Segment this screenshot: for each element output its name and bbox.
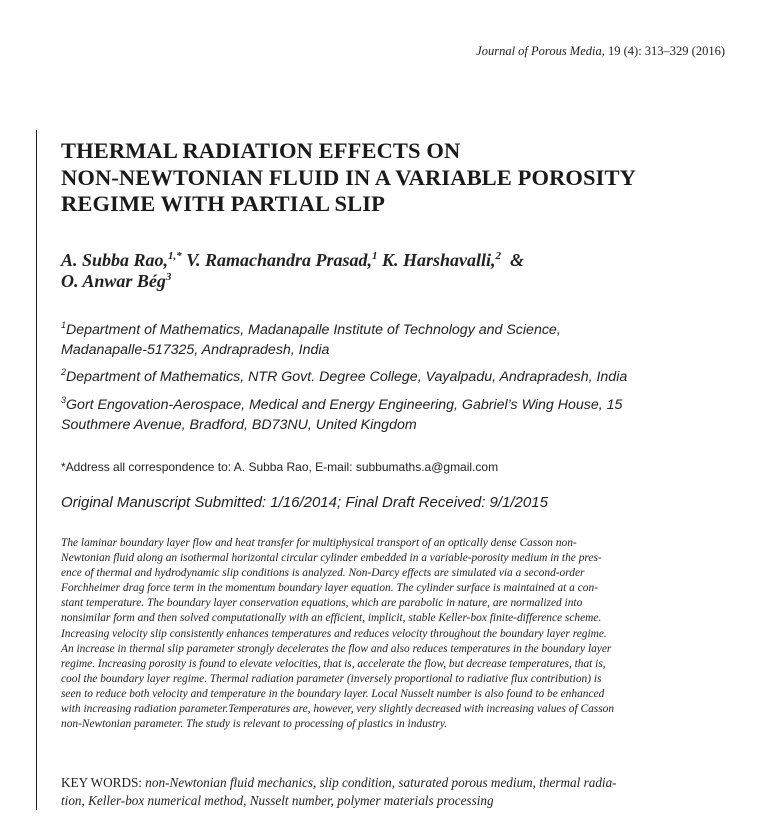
- author-name: O. Anwar Bég: [61, 271, 166, 291]
- affiliation-text: Madanapalle-517325, Andrapradesh, India: [61, 342, 330, 358]
- author-name: A. Subba Rao,: [61, 250, 169, 270]
- manuscript-dates: Original Manuscript Submitted: 1/16/2014; Final Draft Received: 9/1/2015: [61, 494, 548, 511]
- keywords-label: KEY WORDS:: [61, 775, 146, 790]
- abstract-line: Forchheimer drag force term in the momentum boundary layer equation. The cylinder surface is maintained at a con-: [61, 582, 598, 595]
- abstract-line: regime. Increasing porosity is found to elevate velocities, that is, accelerate the flow, but decrease temperatures, that is,: [61, 657, 606, 670]
- abstract-line: Increasing velocity slip consistently enhances temperatures and reduces velocity throughout the boundary layer regime.: [61, 627, 607, 640]
- abstract-line: nonsimilar form and then solved computationally with an efficient, implicit, stable Keller-box finite-difference scheme.: [61, 612, 602, 625]
- paper-title: [61, 138, 751, 218]
- journal-name: Journal of Porous Media: [476, 44, 602, 58]
- title-line: NON-NEWTONIAN FLUID IN A VARIABLE POROSITY: [61, 164, 636, 190]
- affiliation-2: [61, 367, 751, 387]
- affiliation-marker: 3: [61, 395, 67, 405]
- abstract-line: stant temperature. The boundary layer conservation equations, which are parabolic in nature, are normalized into: [61, 597, 583, 610]
- abstract-line: Newtonian fluid along an isothermal horizontal circular cylinder embedded in a variable-porosity medium in the pres-: [61, 552, 602, 565]
- abstract-line: cool the boundary layer regime. Thermal radiation parameter (inversely proportional to radiative flux contribution) is: [61, 672, 602, 685]
- abstract-line: An increase in thermal slip parameter strongly decelerates the flow and also reduces temperatures in the boundary layer: [61, 642, 612, 655]
- author-conjunction: &: [501, 250, 525, 270]
- journal-citation-header: [476, 44, 725, 59]
- author-list: [61, 250, 741, 292]
- affiliation-text: Department of Mathematics, NTR Govt. Degree College, Vayalpadu, Andrapradesh, India: [66, 369, 628, 385]
- abstract-line: ence of thermal and hydrodynamic slip conditions is analyzed. Non-Darcy effects are simulated via a second-order: [61, 567, 585, 580]
- affiliation-3: [61, 395, 751, 435]
- left-margin-rule: [36, 130, 37, 810]
- affiliation-text: Department of Mathematics, Madanapalle Institute of Technology and Science,: [66, 322, 561, 338]
- affiliation-text: Southmere Avenue, Bradford, BD73NU, United Kingdom: [61, 417, 417, 433]
- author-affil-marker: 1: [372, 250, 378, 262]
- title-line: THERMAL RADIATION EFFECTS ON: [61, 138, 461, 163]
- author-name: V. Ramachandra Prasad,: [181, 250, 373, 270]
- author-affil-marker: 2: [495, 250, 502, 262]
- abstract-line: The laminar boundary layer flow and heat transfer for multiphysical transport of an optically dense Casson non-: [61, 537, 577, 549]
- author-affil-marker: 1,*: [168, 250, 182, 262]
- affiliation-marker: 1: [61, 320, 67, 330]
- keywords-text: non-Newtonian fluid mechanics, slip condition, saturated porous medium, thermal radia-: [145, 775, 617, 790]
- abstract-line: non-Newtonian parameter. The study is relevant to processing of plastics in industry.: [61, 718, 448, 731]
- affiliation-marker: 2: [61, 367, 67, 377]
- keywords-text: tion, Keller-box numerical method, Nusselt number, polymer materials processing: [61, 792, 494, 808]
- author-affil-marker: 3: [165, 271, 172, 283]
- keywords: [61, 774, 721, 809]
- affiliation-text: Gort Engovation-Aerospace, Medical and Energy Engineering, Gabriel’s Wing House, 15: [66, 397, 623, 413]
- abstract-line: with increasing radiation parameter.Temperatures are, however, very slightly decreased with increasing values of Casson: [61, 703, 615, 716]
- author-name: K. Harshavalli,: [377, 250, 496, 270]
- correspondence-note: *Address all correspondence to: A. Subba Rao, E-mail: subbumaths.a@gmail.com: [61, 460, 499, 474]
- affiliation-1: [61, 320, 751, 360]
- abstract: [61, 536, 709, 732]
- journal-volume-pages: , 19 (4): 313–329 (2016): [601, 44, 725, 58]
- abstract-line: seen to reduce both velocity and temperature in the boundary layer. Local Nusselt number is also found to be enhanced: [61, 687, 605, 700]
- title-line: REGIME WITH PARTIAL SLIP: [61, 191, 385, 216]
